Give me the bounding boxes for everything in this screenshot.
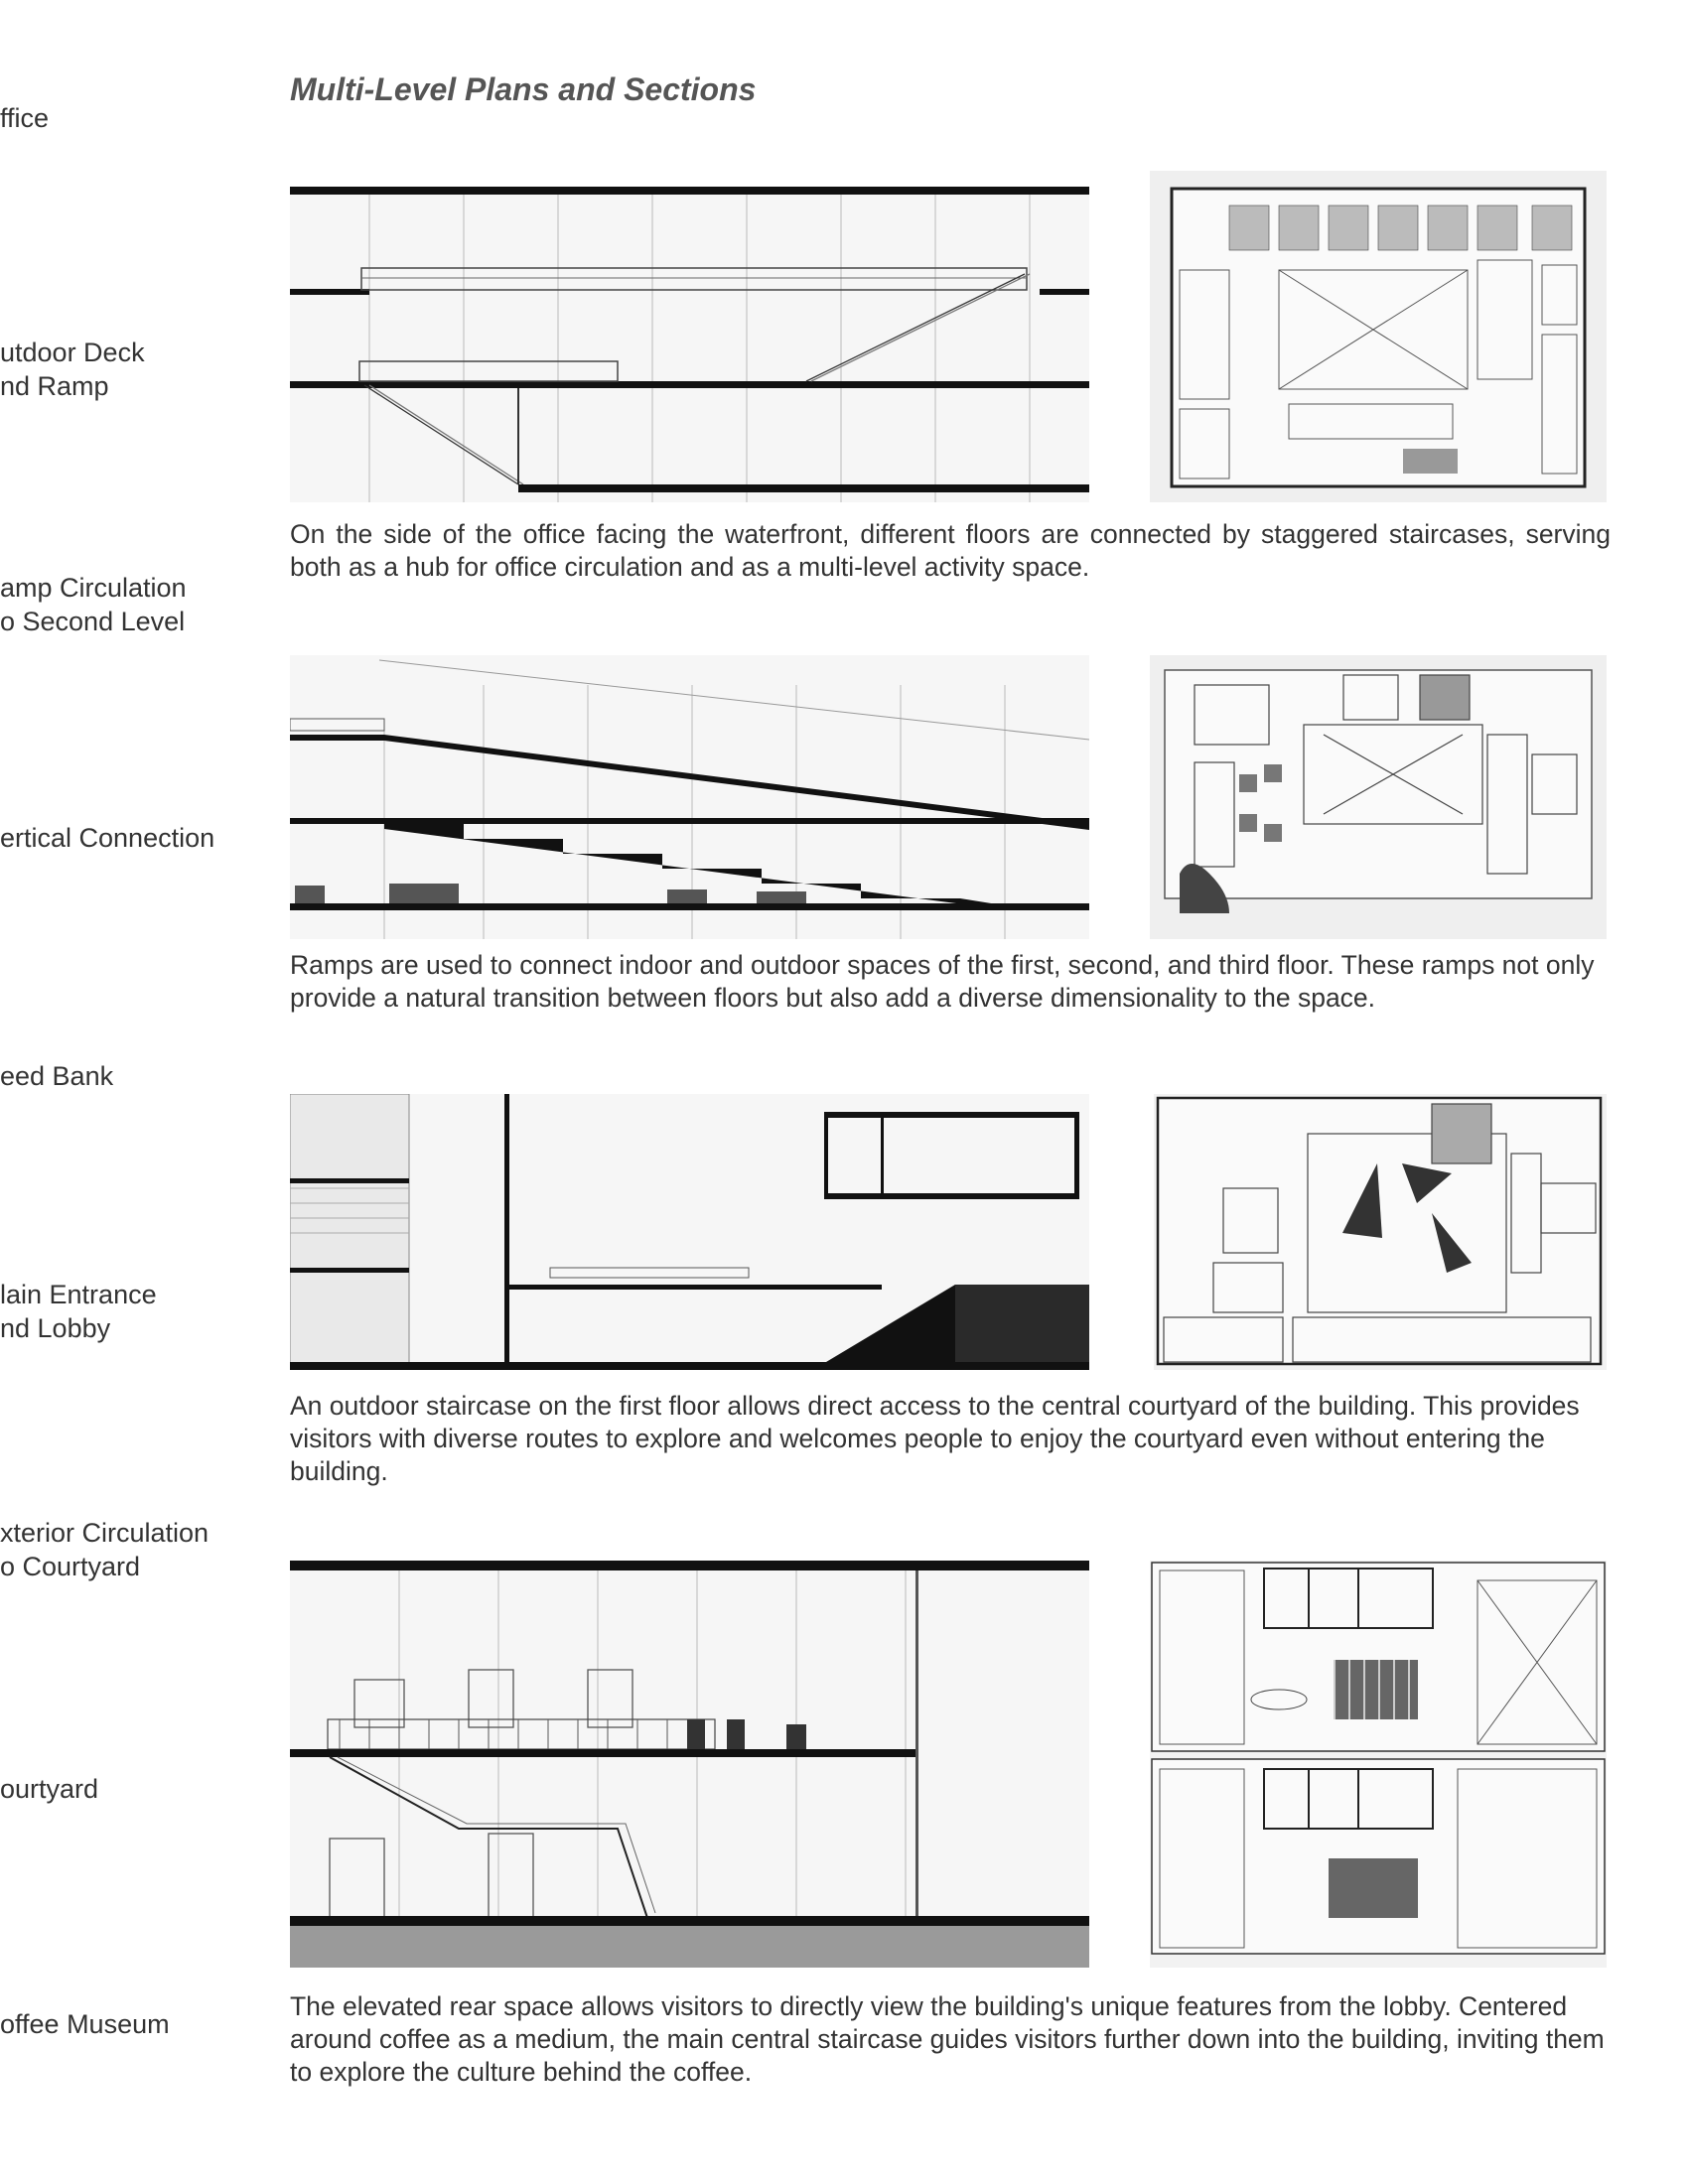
sidebar-item-exterior-circulation[interactable]: xterior Circulation o Courtyard: [0, 1518, 210, 1581]
sidebar-item-vertical-connection[interactable]: ertical Connection: [0, 823, 215, 853]
section-drawing-office: [290, 187, 1089, 502]
sidebar-item-courtyard[interactable]: ourtyard: [0, 1774, 99, 1804]
floor-plan-lobby: [1150, 1561, 1607, 1968]
caption-lobby: The elevated rear space allows visitors to directly view the building's unique features from the lobby. Centered around coffee as a medium, the main central staircase guides visitors further down into the building, inviting them to explore the culture behind the coffee.: [290, 1991, 1605, 2087]
sidebar-item-coffee-museum[interactable]: offee Museum: [0, 2009, 170, 2039]
section-drawing-ramp: [290, 655, 1089, 939]
caption-office: On the side of the office facing the waterfront, different floors are connected by staggered staircases, serving both as a hub for office circulation and as a multi-level activity space.: [290, 519, 1611, 582]
caption-entrance: An outdoor staircase on the first floor allows direct access to the central courtyard of the building. This provides visitors with diverse routes to explore and welcomes people to enjoy the courtyard even without entering the building.: [290, 1391, 1580, 1486]
sidebar-item-main-entrance[interactable]: lain Entrance nd Lobby: [0, 1280, 157, 1343]
sidebar-item-outdoor-deck[interactable]: utdoor Deck nd Ramp: [0, 338, 145, 401]
sidebar-item-office[interactable]: ffice: [0, 103, 50, 133]
section-drawing-lobby: [290, 1561, 1089, 1968]
floor-plan-office: [1150, 171, 1607, 502]
sidebar-item-ramp-circulation[interactable]: amp Circulation o Second Level: [0, 573, 187, 636]
sidebar-item-seed-bank[interactable]: eed Bank: [0, 1061, 114, 1091]
section-drawing-entrance: [290, 1094, 1089, 1370]
floor-plan-entrance: [1154, 1094, 1607, 1370]
floor-plan-ramp: [1150, 655, 1607, 939]
caption-ramp: Ramps are used to connect indoor and outdoor spaces of the first, second, and third floor. These ramps not only provide a natural transition between floors but also add a diverse dimensionality to the space.: [290, 950, 1595, 1013]
page-title: Multi-Level Plans and Sections: [290, 71, 757, 107]
